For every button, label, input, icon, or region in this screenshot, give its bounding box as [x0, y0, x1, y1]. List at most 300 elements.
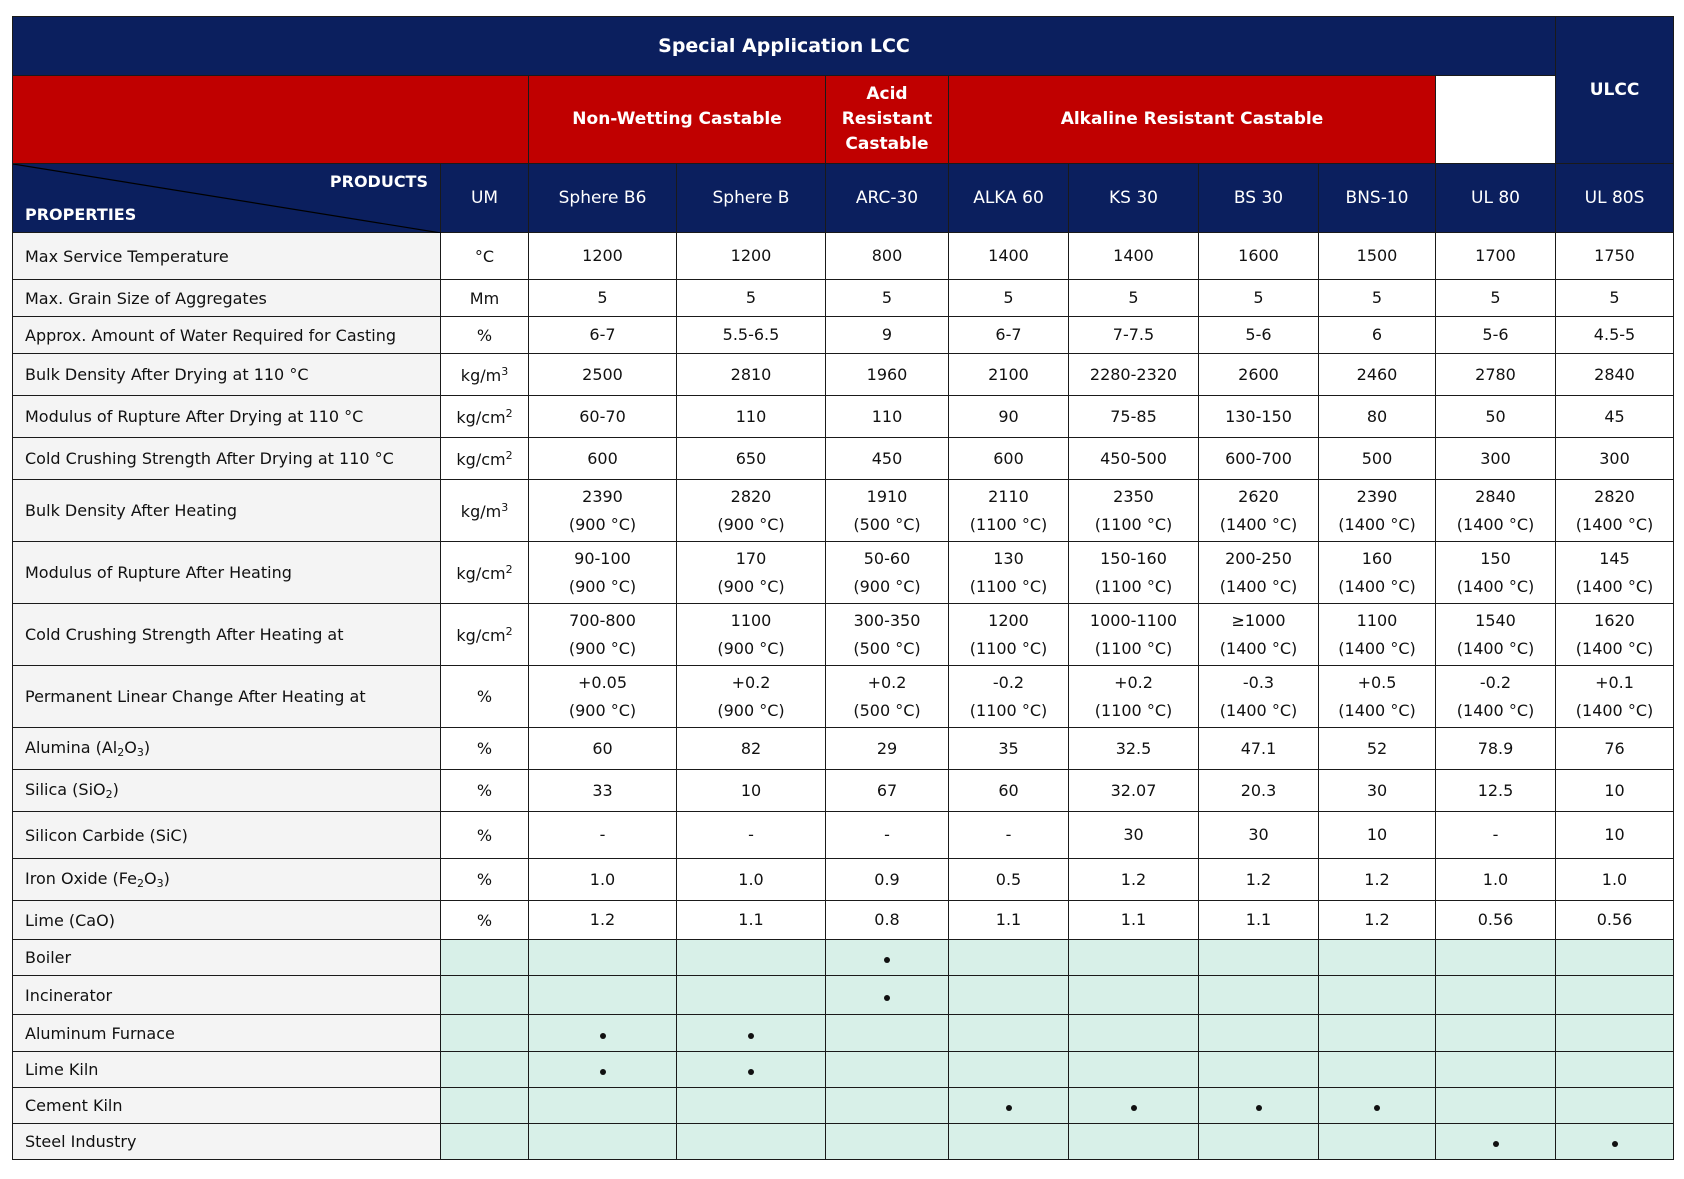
value-text: 500 [1361, 448, 1393, 468]
test-condition: (1400 °C) [1338, 514, 1416, 534]
value-cell [1199, 233, 1319, 280]
application-name: Cement Kiln [13, 1088, 441, 1124]
test-condition: (1400 °C) [1456, 700, 1535, 720]
application-cell [1069, 1052, 1199, 1088]
test-condition: (1400 °C) [1456, 576, 1535, 596]
unit-exponent: 2 [505, 406, 513, 420]
value-cell [949, 396, 1069, 438]
unit-cell [441, 354, 529, 396]
value-cell [1436, 396, 1556, 438]
subscript: 2 [136, 877, 144, 890]
subscript: 3 [156, 877, 164, 890]
test-condition: (500 °C) [853, 638, 921, 658]
unit-exponent: 2 [505, 562, 513, 576]
value-cell [1199, 728, 1319, 770]
unit-cell: % [441, 812, 529, 859]
application-cell [529, 1052, 677, 1088]
value-cell [949, 812, 1069, 859]
value-text: 82 [740, 738, 762, 758]
property-name [13, 770, 441, 812]
application-cell [1319, 1124, 1436, 1160]
application-row [13, 976, 1674, 1015]
value-cell [826, 666, 949, 728]
application-name: Lime Kiln [13, 1052, 441, 1088]
value-cell [826, 859, 949, 901]
value-cell [1319, 396, 1436, 438]
value-text: 1620 [1594, 610, 1635, 630]
property-text: Silica (SiO [25, 780, 106, 799]
value-cell [1199, 812, 1319, 859]
unit-base: kg/cm [456, 563, 506, 583]
test-condition: (900 °C) [717, 638, 785, 658]
bullet-dot-icon [1612, 1141, 1618, 1147]
value-cell [1069, 666, 1199, 728]
value-cell [677, 859, 826, 901]
subscript: 2 [105, 788, 113, 801]
property-name: Approx. Amount of Water Required for Casting [13, 317, 441, 354]
table-row [13, 396, 1674, 438]
value-text: 0.56 [1477, 910, 1514, 929]
bullet-dot-icon [1374, 1105, 1380, 1111]
value-text: 2620 [1238, 486, 1279, 506]
value-text: 150-160 [1100, 548, 1167, 568]
table-row [13, 438, 1674, 480]
value-text: +0.2 [867, 672, 907, 692]
table-row [13, 317, 1674, 354]
value-cell [1556, 233, 1674, 280]
application-cell [949, 1088, 1069, 1124]
value-text: 5.5-6.5 [722, 325, 780, 344]
value-cell [826, 812, 949, 859]
value-cell [529, 604, 677, 666]
value-cell [1436, 901, 1556, 940]
property-text: O [124, 738, 137, 757]
value-text: 10 [740, 780, 762, 800]
application-name: Boiler [13, 940, 441, 976]
value-text: 1600 [1238, 246, 1279, 265]
value-cell [1199, 396, 1319, 438]
value-cell [1556, 859, 1674, 901]
application-cell [1199, 940, 1319, 976]
value-text: 2110 [988, 486, 1029, 506]
value-cell [1069, 812, 1199, 859]
value-cell [949, 317, 1069, 354]
application-cell [1069, 1015, 1199, 1052]
value-text: 1100 [730, 610, 772, 630]
value-text: 110 [735, 406, 767, 426]
group-acid-line: Castable [845, 134, 929, 154]
value-cell [677, 480, 826, 542]
value-text: 90 [998, 406, 1019, 426]
test-condition: (900 °C) [568, 514, 637, 534]
value-text: 5 [597, 288, 608, 307]
value-text: 50-60 [863, 548, 911, 568]
table-row [13, 604, 1674, 666]
value-cell [529, 354, 677, 396]
property-text: ) [112, 780, 119, 799]
group-blank [13, 76, 529, 164]
value-text: 32.5 [1115, 738, 1152, 758]
value-text: 0.5 [995, 869, 1022, 889]
unit-cell: Mm [441, 280, 529, 317]
value-text: 1.1 [1245, 910, 1272, 929]
value-text: 30 [1248, 825, 1269, 844]
value-cell [677, 396, 826, 438]
value-cell [826, 901, 949, 940]
value-text: ≥1000 [1231, 610, 1286, 630]
application-cell [677, 1052, 826, 1088]
value-cell [949, 480, 1069, 542]
value-cell [1069, 859, 1199, 901]
value-text: 7-7.5 [1112, 325, 1155, 344]
value-text: 32.07 [1110, 780, 1157, 800]
value-cell [1069, 396, 1199, 438]
application-cell [949, 976, 1069, 1015]
test-condition: (1400 °C) [1219, 576, 1298, 596]
application-unit-cell [441, 1052, 529, 1088]
value-cell [1436, 542, 1556, 604]
value-cell [677, 233, 826, 280]
value-cell [1436, 728, 1556, 770]
value-text: 1.2 [1364, 869, 1390, 889]
value-text: 300-350 [853, 610, 921, 630]
product-header: UL 80 [1436, 164, 1556, 233]
value-text: 2780 [1475, 364, 1516, 384]
value-text: 60 [592, 738, 613, 758]
value-cell [826, 728, 949, 770]
value-text: 1.2 [1120, 869, 1147, 889]
application-cell [949, 1052, 1069, 1088]
value-cell [1199, 354, 1319, 396]
corner-header [13, 164, 441, 233]
property-name: Cold Crushing Strength After Drying at 110 °C [13, 438, 441, 480]
value-text: 75-85 [1110, 406, 1157, 426]
unit-cell [441, 480, 529, 542]
value-text: 1.2 [1245, 869, 1272, 889]
value-cell [826, 280, 949, 317]
application-cell [677, 1124, 826, 1160]
application-cell [1436, 976, 1556, 1015]
value-cell [1556, 317, 1674, 354]
value-text: 90-100 [574, 548, 631, 568]
value-cell [529, 859, 677, 901]
value-cell [1556, 666, 1674, 728]
value-text: +0.1 [1595, 672, 1634, 692]
value-cell [1199, 542, 1319, 604]
value-cell [1436, 438, 1556, 480]
value-text: 160 [1361, 548, 1393, 568]
bullet-dot-icon [1493, 1141, 1499, 1147]
value-text: 35 [998, 738, 1019, 758]
bullet-dot-icon [748, 1033, 754, 1039]
unit-cell [441, 396, 529, 438]
value-cell [1556, 770, 1674, 812]
value-cell [1319, 480, 1436, 542]
application-row [13, 1088, 1674, 1124]
application-row [13, 1124, 1674, 1160]
value-cell [677, 354, 826, 396]
value-text: 33 [592, 780, 613, 800]
application-cell [1319, 940, 1436, 976]
application-cell [529, 1088, 677, 1124]
value-text: 52 [1366, 738, 1388, 758]
unit-base: kg/cm [456, 449, 506, 469]
test-condition: (1400 °C) [1219, 638, 1298, 658]
table-row [13, 812, 1674, 859]
application-cell [1436, 1015, 1556, 1052]
value-text: 5 [745, 288, 757, 307]
value-text: 5 [1253, 288, 1264, 307]
value-text: -0.3 [1242, 672, 1275, 692]
application-unit-cell [441, 1015, 529, 1052]
value-text: 1000-1100 [1089, 610, 1178, 630]
test-condition: (900 °C) [568, 576, 637, 596]
application-cell [826, 1052, 949, 1088]
value-cell [1319, 233, 1436, 280]
value-text: 2820 [730, 486, 772, 506]
value-text: 1.1 [738, 910, 764, 929]
property-name: Max Service Temperature [13, 233, 441, 280]
value-cell [826, 770, 949, 812]
application-cell [1556, 940, 1674, 976]
test-condition: (1100 °C) [969, 514, 1048, 534]
application-cell [949, 1124, 1069, 1160]
test-condition: (900 °C) [717, 576, 785, 596]
value-cell [1436, 770, 1556, 812]
value-cell [529, 728, 677, 770]
value-text: 600 [587, 448, 618, 468]
value-cell [677, 666, 826, 728]
property-text: ) [163, 869, 170, 888]
value-cell [826, 317, 949, 354]
product-header: ALKA 60 [949, 164, 1069, 233]
value-cell [1556, 396, 1674, 438]
value-cell [1436, 280, 1556, 317]
value-cell [1556, 438, 1674, 480]
application-cell [677, 1015, 826, 1052]
value-text: 1400 [988, 246, 1029, 265]
value-text: 1.1 [995, 910, 1022, 929]
property-text: ) [143, 738, 151, 757]
value-text: 4.5-5 [1593, 325, 1636, 344]
property-name: Max. Grain Size of Aggregates [13, 280, 441, 317]
value-cell [1319, 859, 1436, 901]
value-text: -0.2 [992, 672, 1025, 692]
application-cell [1199, 1124, 1319, 1160]
application-cell [1069, 1088, 1199, 1124]
bullet-dot-icon [748, 1069, 754, 1075]
unit-base: kg/m [460, 501, 502, 521]
application-unit-cell [441, 1124, 529, 1160]
application-unit-cell [441, 940, 529, 976]
test-condition: (500 °C) [853, 700, 921, 720]
product-header: Sphere B [677, 164, 826, 233]
value-text: 1540 [1475, 610, 1516, 630]
value-cell [677, 604, 826, 666]
table-row [13, 233, 1674, 280]
value-text: 2350 [1113, 486, 1154, 506]
value-text: 2390 [1356, 486, 1398, 506]
application-cell [1556, 1088, 1674, 1124]
value-text: 76 [1604, 738, 1625, 758]
value-cell [1436, 604, 1556, 666]
product-header: BS 30 [1199, 164, 1319, 233]
test-condition: (1100 °C) [1094, 576, 1173, 596]
value-text: 1200 [730, 246, 772, 265]
value-cell [529, 770, 677, 812]
value-cell [949, 233, 1069, 280]
value-text: 700-800 [569, 610, 636, 630]
test-condition: (900 °C) [568, 700, 637, 720]
application-cell [1199, 1015, 1319, 1052]
value-cell [1436, 233, 1556, 280]
application-cell [1069, 976, 1199, 1015]
value-cell [1319, 666, 1436, 728]
value-text: 200-250 [1225, 548, 1292, 568]
table-row [13, 859, 1674, 901]
value-cell [1199, 770, 1319, 812]
table-row [13, 666, 1674, 728]
value-text: 67 [876, 780, 898, 800]
application-name: Aluminum Furnace [13, 1015, 441, 1052]
value-cell [677, 812, 826, 859]
value-text: 1.1 [1120, 910, 1147, 929]
test-condition: (1100 °C) [969, 638, 1048, 658]
value-cell [677, 317, 826, 354]
value-text: 130 [993, 548, 1024, 568]
value-text: 78.9 [1477, 738, 1514, 758]
value-text: - [1005, 825, 1012, 844]
application-cell [949, 1015, 1069, 1052]
test-condition: (900 °C) [568, 638, 637, 658]
application-cell [949, 940, 1069, 976]
product-header: ARC-30 [826, 164, 949, 233]
um-header: UM [441, 164, 529, 233]
value-cell [1199, 604, 1319, 666]
group-non-wetting: Non-Wetting Castable [529, 76, 826, 164]
value-text: 450-500 [1100, 448, 1167, 468]
value-text: 1200 [988, 610, 1029, 630]
bullet-dot-icon [1131, 1105, 1137, 1111]
value-cell [826, 480, 949, 542]
value-cell [529, 396, 677, 438]
value-cell [949, 354, 1069, 396]
property-name [13, 728, 441, 770]
unit-exponent: 3 [501, 500, 509, 514]
value-text: 150 [1480, 548, 1511, 568]
value-cell [677, 280, 826, 317]
value-text: 0.56 [1596, 910, 1633, 929]
value-cell [1199, 666, 1319, 728]
application-cell [826, 1015, 949, 1052]
properties-table [12, 16, 1674, 1160]
value-cell [529, 317, 677, 354]
table-row [13, 728, 1674, 770]
value-text: 20.3 [1240, 780, 1277, 800]
value-text: 2840 [1475, 486, 1516, 506]
value-text: 1500 [1356, 246, 1398, 265]
application-cell [826, 1124, 949, 1160]
bullet-dot-icon [884, 957, 890, 963]
value-text: 1.2 [1364, 910, 1390, 929]
property-name: Modulus of Rupture After Drying at 110 °C [13, 396, 441, 438]
unit-cell: % [441, 317, 529, 354]
value-text: 6 [1371, 325, 1383, 344]
application-cell [1319, 1052, 1436, 1088]
value-cell [1319, 812, 1436, 859]
value-text: 2390 [582, 486, 623, 506]
property-name: Bulk Density After Heating [13, 480, 441, 542]
value-text: 600 [993, 448, 1024, 468]
value-cell [1556, 604, 1674, 666]
test-condition: (1400 °C) [1456, 638, 1535, 658]
value-text: +0.2 [1114, 672, 1153, 692]
value-text: 2460 [1356, 364, 1398, 384]
value-cell [1069, 354, 1199, 396]
value-cell [826, 604, 949, 666]
unit-cell: % [441, 859, 529, 901]
application-cell [1436, 1124, 1556, 1160]
unit-cell [441, 438, 529, 480]
application-cell [529, 940, 677, 976]
value-text: 5 [1003, 288, 1014, 307]
value-text: 30 [1123, 825, 1144, 844]
value-text: 10 [1366, 825, 1388, 844]
value-text: 1700 [1475, 246, 1516, 265]
product-header: BNS-10 [1319, 164, 1436, 233]
test-condition: (1100 °C) [1094, 514, 1173, 534]
value-cell [1199, 438, 1319, 480]
value-cell [1436, 859, 1556, 901]
application-cell [1199, 1088, 1319, 1124]
subscript: 3 [136, 746, 144, 759]
application-cell [1436, 1088, 1556, 1124]
value-text: 6-7 [589, 325, 616, 344]
value-cell [677, 728, 826, 770]
application-cell [1556, 976, 1674, 1015]
value-cell [1556, 480, 1674, 542]
unit-exponent: 2 [505, 624, 513, 638]
value-cell [529, 666, 677, 728]
bullet-dot-icon [600, 1069, 606, 1075]
value-cell [1319, 354, 1436, 396]
unit-cell: % [441, 770, 529, 812]
value-cell [1319, 280, 1436, 317]
unit-exponent: 2 [505, 448, 513, 462]
value-text: 5 [1371, 288, 1383, 307]
application-cell [1556, 1124, 1674, 1160]
value-text: 650 [735, 448, 767, 468]
value-cell [1069, 280, 1199, 317]
application-row [13, 1052, 1674, 1088]
test-condition: (1400 °C) [1338, 576, 1416, 596]
test-condition: (500 °C) [853, 514, 921, 534]
value-cell [1319, 770, 1436, 812]
application-cell [1436, 940, 1556, 976]
bullet-dot-icon [1006, 1105, 1012, 1111]
application-name: Incinerator [13, 976, 441, 1015]
value-text: 1200 [582, 246, 623, 265]
value-text: 1960 [866, 364, 908, 384]
value-cell [529, 280, 677, 317]
value-text: 1750 [1594, 246, 1635, 265]
group-acid-line: Acid [866, 84, 908, 104]
application-cell [1199, 976, 1319, 1015]
value-cell [949, 542, 1069, 604]
value-text: 60 [998, 780, 1019, 800]
value-text: 1.0 [1601, 869, 1628, 889]
value-cell [949, 666, 1069, 728]
